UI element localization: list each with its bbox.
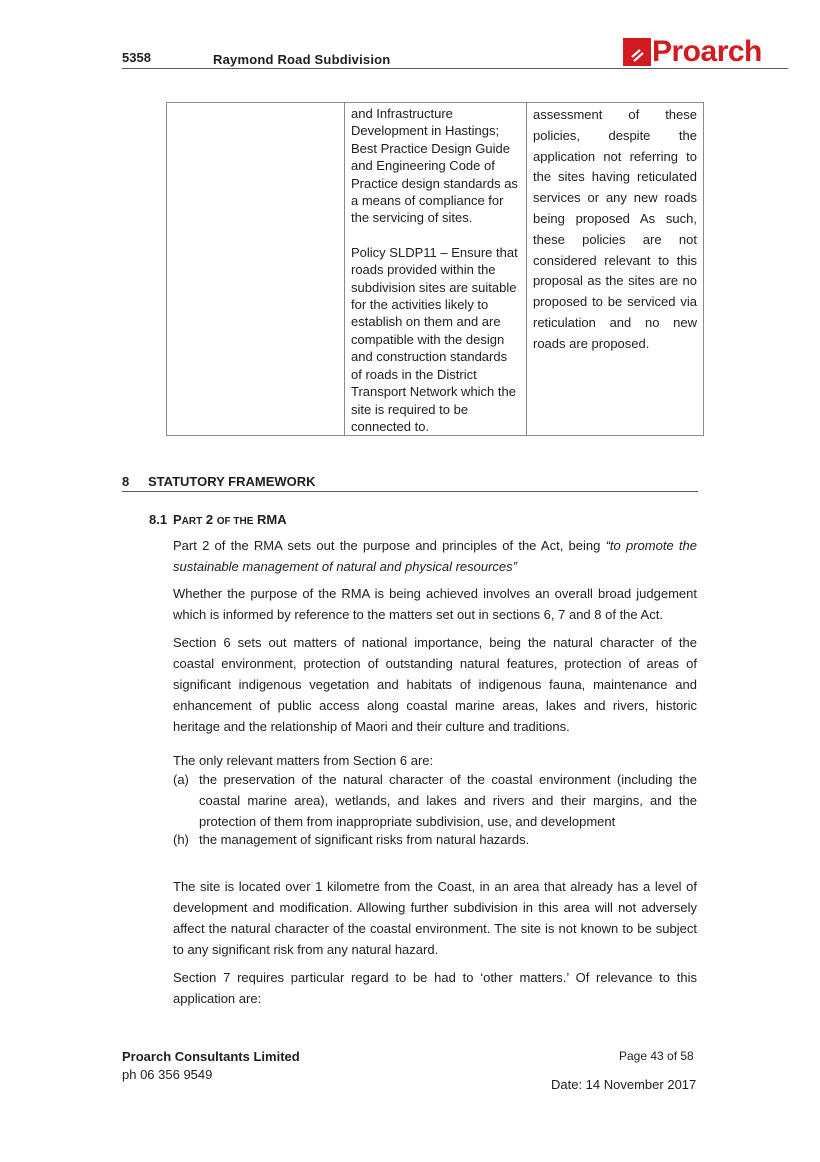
table-cell-policy bbox=[351, 105, 521, 452]
section-rule bbox=[122, 491, 698, 492]
paragraph-judgement: Whether the purpose of the RMA is being achieved involves an overall broad judgement which is informed by reference to the matters set out in sections 6, 7 and 8 of the Act. bbox=[173, 586, 697, 622]
act-purpose-quote: “to promote the sustainable management of natural and physical resources” bbox=[173, 538, 697, 574]
footer-date: Date: 14 November 2017 bbox=[551, 1077, 697, 1092]
table-divider-1 bbox=[344, 102, 345, 436]
footer-company: Proarch Consultants Limited bbox=[122, 1049, 300, 1064]
subsection-heading: 8.1 PART 2 OF THE RMA bbox=[149, 512, 287, 527]
job-number: 5358 bbox=[122, 50, 151, 65]
table-cell-assessment: assessment of these policies, despite the application not referring to the sites having reticulated services or any new roads being proposed As such, these policies are not considered relevant to this proposal as the sites are no proposed to be serviced via reticulation and no new roads are proposed. bbox=[533, 107, 697, 351]
list-item bbox=[173, 769, 697, 832]
page-number: Page 43 of 58 bbox=[619, 1049, 694, 1063]
list-item-label: (h) bbox=[173, 832, 189, 847]
paragraph-section6: Section 6 sets out matters of national importance, being the natural character of the coastal environment, protection of outstanding natural features, protection of areas of significant indigenous vegetation and habitats of indigenous fauna, maintenance and enhancement of public access along coastal marine areas, lakes and rivers, historic heritage and the relationship of Maori and their culture and traditions. bbox=[173, 635, 697, 734]
subsection-number: 8.1 bbox=[149, 512, 168, 527]
header-rule bbox=[122, 68, 788, 69]
section-number: 8 bbox=[122, 474, 130, 489]
table-divider-2 bbox=[526, 102, 527, 436]
section-title: STATUTORY FRAMEWORK bbox=[148, 474, 316, 489]
paragraph-part2: Part 2 of the RMA sets out the purpose and principles of the Act, being “to promote the sustainable management of natural and physical resources” bbox=[173, 538, 697, 574]
list-item-text: the management of significant risks from natural hazards. bbox=[199, 832, 530, 847]
footer-phone: ph 06 356 9549 bbox=[122, 1067, 213, 1082]
section-heading bbox=[122, 474, 316, 489]
logo-mark-icon bbox=[623, 38, 651, 66]
proarch-logo bbox=[623, 35, 762, 68]
list-item-label: (a) bbox=[173, 772, 189, 787]
policy-paragraph: and Infrastructure Development in Hastings; Best Practice Design Guide and Engineering Code of Practice design standards as a means of compliance for the servicing of sites. bbox=[351, 106, 518, 226]
list-intro: The only relevant matters from Section 6 are: bbox=[173, 753, 434, 768]
logo-text: Proarch bbox=[652, 35, 762, 68]
list-item bbox=[173, 829, 697, 850]
policy-paragraph: Policy SLDP11 – Ensure that roads provided within the subdivision sites are suitable for the activities likely to establish on them and are compatible with the design and construction standards of roads in the District Transport Network which the site is required to be connected to. bbox=[351, 244, 518, 434]
list-item-text: the preservation of the natural character of the coastal environment (including the coastal marine area), wetlands, and lakes and rivers and their margins, and the protection of them from inappropriate subdivision, use, and development bbox=[199, 772, 697, 829]
paragraph-site: The site is located over 1 kilometre from the Coast, in an area that already has a level of development and modification. Allowing further subdivision in this area will not adversely affect the natural character of the coastal environment. The site is not known to be subject to any significant risk from any natural hazard. bbox=[173, 879, 697, 957]
paragraph-section7: Section 7 requires particular regard to be had to ‘other matters.’ Of relevance to this application are: bbox=[173, 970, 697, 1006]
document-title: Raymond Road Subdivision bbox=[213, 52, 391, 67]
